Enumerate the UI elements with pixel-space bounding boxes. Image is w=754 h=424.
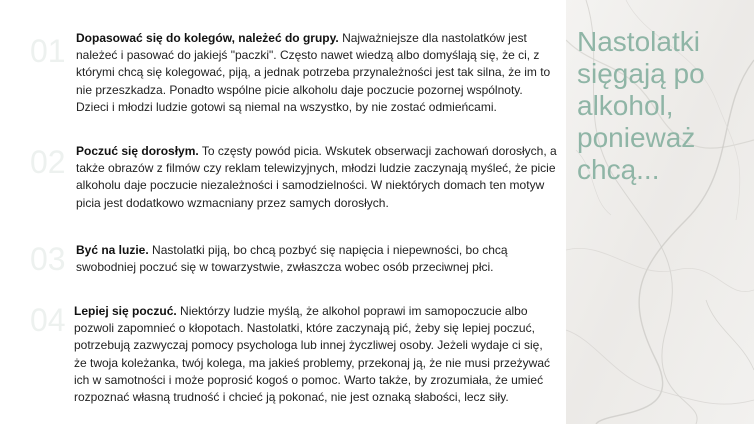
item-body: Najważniejsze dla nastolatków jest należeć i pasować do jakiejś "paczki". Często nawet wiedzą albo domyślają się, że ci, z którymi chcą się kolegować, piją, a jednak potrzeba przynależności jest tak silna, że im to nie przeszkadza. Ponadto wspólne picie alkoholu daje poczucie pozornej wspólnoty. Dzieci i młodzi ludzie gotowi są niemal na wszystko, by nie zostać odmieńcami.	[76, 31, 551, 114]
item-title: Poczuć się dorosłym.	[76, 144, 199, 158]
item-number: 01	[30, 33, 66, 69]
item-title: Być na luzie.	[76, 243, 149, 257]
item-body: To częsty powód picia. Wskutek obserwacji zachowań dorosłych, a także obrazów z filmów czy reklam telewizyjnych, młodzi ludzie zaczynają myśleć, że picie alkoholu daje poczucie niezależności i samodzielności. W niektórych domach ten motyw picia jest dodatkowo wzmacniany przez samych dorosłych.	[76, 144, 557, 210]
item-text	[76, 30, 558, 116]
item-title: Dopasować się do kolegów, należeć do grupy.	[76, 31, 339, 45]
heading-line: ponieważ	[577, 122, 696, 153]
item-number: 03	[30, 241, 66, 277]
item-text	[76, 242, 558, 276]
heading-line: chcą...	[577, 154, 660, 185]
item-title: Lepiej się poczuć.	[74, 304, 177, 318]
item-body: Niektórzy ludzie myślą, że alkohol poprawi im samopoczucie albo pozwoli zapomnieć o kłopotach. Nastolatki, które zaczynają pić, żeby się lepiej poczuć, potrzebują zazwyczaj pomocy psychologa lub innej życzliwej osoby. Jeżeli wydaje ci się, że twoja koleżanka, twój kolega, ma jakieś problemy, przekonaj ją, że nie musi przeżywać ich w samotności i może poprosić kogoś o pomoc. Warto także, by zrozumiała, że umieć rozpoznać własną trudność i chcieć ją pokonać, nie jest oznaką słabości, lecz siły.	[74, 304, 550, 405]
item-number: 02	[30, 144, 66, 180]
item-text	[76, 143, 558, 212]
slide-heading	[577, 26, 747, 186]
heading-line: sięgają po	[577, 58, 705, 89]
heading-line: alkohol,	[577, 90, 674, 121]
item-number: 04	[30, 302, 66, 338]
item-text	[74, 303, 556, 406]
heading-line: Nastolatki	[577, 26, 700, 57]
item-body: Nastolatki piją, bo chcą pozbyć się napięcia i niepewności, bo chcą swobodniej poczuć się w towarzystwie, zwłaszcza wobec osób przeciwnej płci.	[76, 243, 508, 275]
